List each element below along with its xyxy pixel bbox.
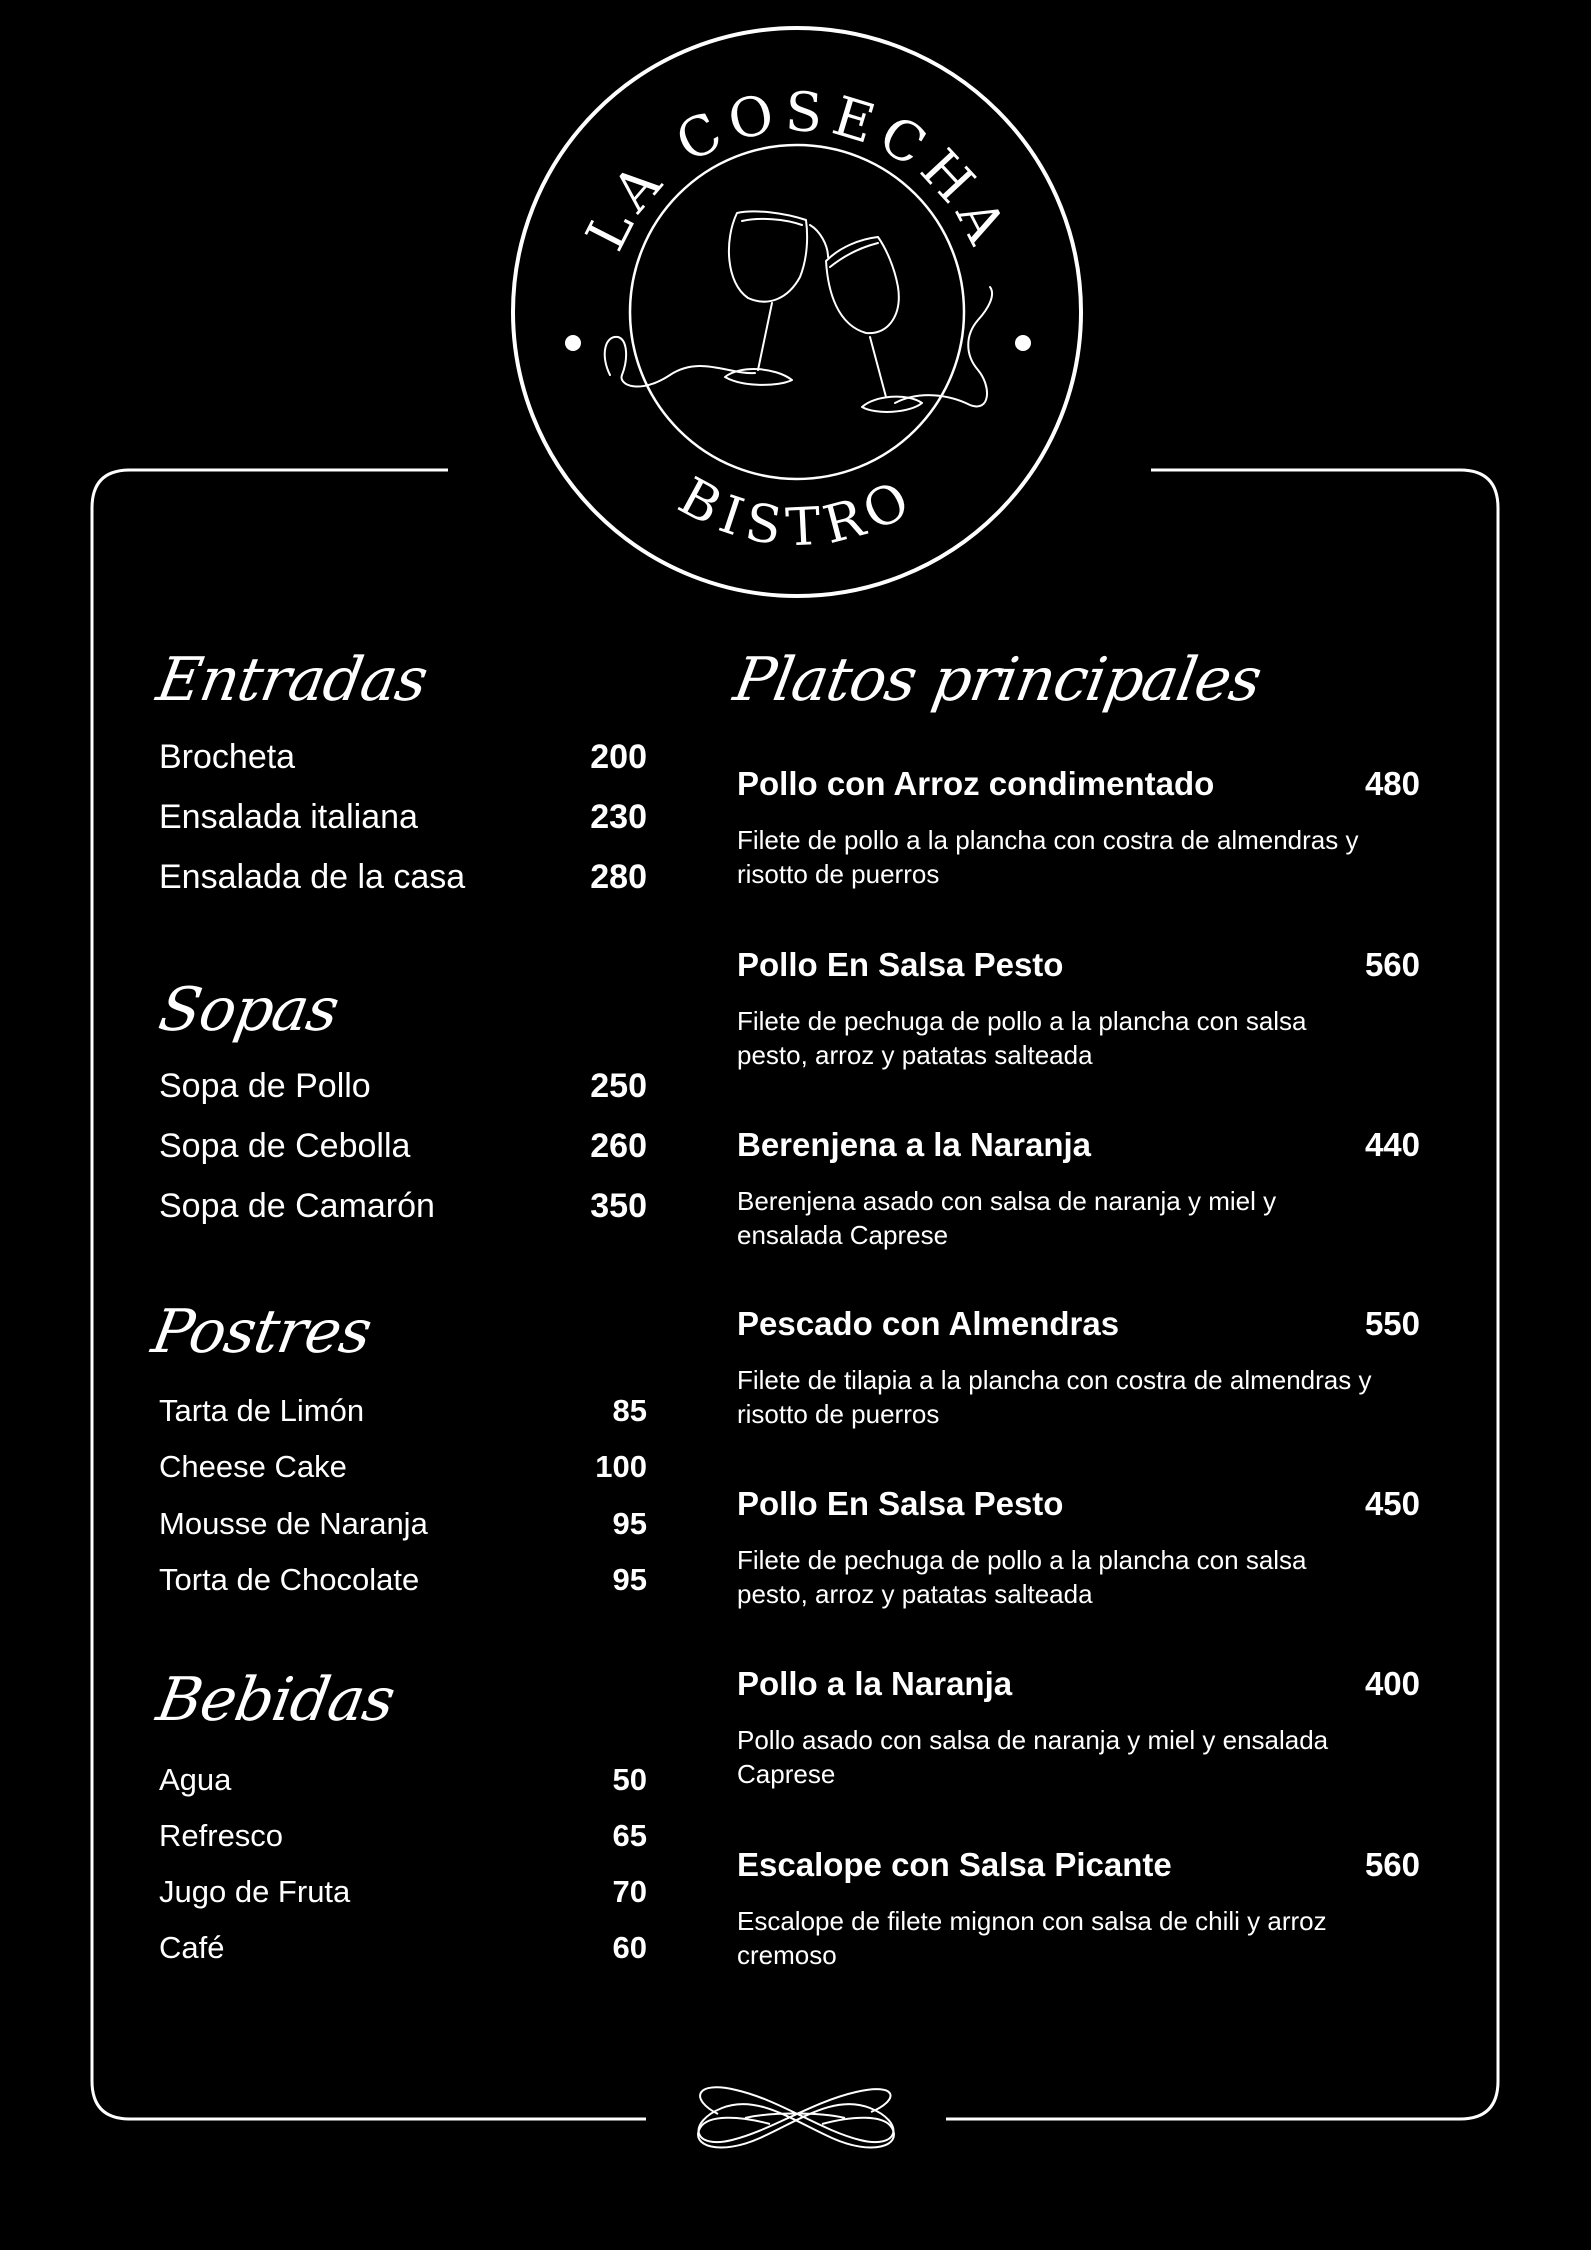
logo-inner-ring: [630, 145, 964, 479]
dish-description: Filete de pechuga de pollo a la plancha con salsa pesto, arroz y patatas salteada: [737, 1545, 1307, 1609]
dish-4: [737, 1305, 1420, 1431]
item-price: 65: [612, 1818, 647, 1853]
item-name: Mousse de Naranja: [159, 1506, 428, 1541]
item-price: 280: [590, 858, 647, 896]
item-name: Refresco: [159, 1818, 284, 1853]
dish-5: [737, 1485, 1420, 1611]
dish-description: Filete de pechuga de pollo a la plancha con salsa pesto, arroz y patatas salteada: [737, 1006, 1307, 1070]
section-title-postres: Postres: [146, 1297, 377, 1367]
dish-name: Pollo En Salsa Pesto: [737, 1485, 1064, 1522]
dish-price: 400: [1364, 1665, 1420, 1702]
menu-item-postres-4: [159, 1562, 647, 1598]
item-name: Brocheta: [159, 738, 296, 776]
dish-price: 440: [1364, 1126, 1420, 1163]
dish-header: [737, 946, 1420, 984]
item-name: Sopa de Camarón: [159, 1187, 435, 1225]
item-name: Agua: [159, 1762, 232, 1797]
item-price: 350: [590, 1187, 647, 1225]
section-title-sopas: Sopas: [153, 975, 344, 1045]
item-price: 100: [595, 1449, 647, 1484]
dish-header: [737, 1485, 1420, 1523]
menu-item-sopas-3: [159, 1187, 647, 1226]
menu-item-bebidas-4: [159, 1930, 647, 1966]
menu-item-postres-1: [159, 1393, 647, 1429]
item-name: Sopa de Cebolla: [159, 1127, 411, 1165]
section-title-bebidas: Bebidas: [151, 1665, 400, 1735]
menu-item-entradas-2: [159, 798, 647, 837]
dish-name: Escalope con Salsa Picante: [737, 1846, 1172, 1883]
item-price: 200: [590, 738, 647, 776]
menu-item-sopas-2: [159, 1127, 647, 1166]
item-price: 260: [590, 1127, 647, 1165]
item-price: 230: [590, 798, 647, 836]
dish-6: [737, 1665, 1420, 1791]
dish-price: 450: [1364, 1485, 1420, 1522]
dish-name: Berenjena a la Naranja: [737, 1126, 1092, 1163]
menu-item-postres-2: [159, 1449, 647, 1485]
bistro-logo: [510, 25, 1085, 600]
item-price: 85: [612, 1393, 647, 1428]
dish-price: 560: [1364, 946, 1420, 983]
dish-price: 550: [1364, 1305, 1420, 1342]
dish-header: [737, 1305, 1420, 1343]
menu-item-bebidas-2: [159, 1818, 647, 1854]
dish-description: Berenjena asado con salsa de naranja y miel y ensalada Caprese: [737, 1186, 1277, 1250]
section-title-platos: Platos principales: [728, 645, 1266, 715]
menu-item-entradas-3: [159, 858, 647, 897]
item-name: Ensalada italiana: [159, 798, 418, 836]
item-price: 95: [612, 1562, 647, 1597]
dish-header: [737, 1846, 1420, 1884]
item-name: Tarta de Limón: [159, 1393, 365, 1428]
dish-description: Escalope de filete mignon con salsa de chili y arroz cremoso: [737, 1906, 1327, 1970]
flourish-ornament-icon: [698, 2087, 894, 2147]
menu-item-bebidas-1: [159, 1762, 647, 1798]
logo-name-top: LA COSECHA: [573, 79, 1022, 260]
dish-name: Pollo con Arroz condimentado: [737, 765, 1215, 802]
item-price: 60: [612, 1930, 647, 1965]
dish-description: Pollo asado con salsa de naranja y miel y ensalada Caprese: [737, 1725, 1329, 1789]
logo-name-bottom: BISTRO: [668, 466, 927, 559]
logo-left-dot: [565, 335, 581, 351]
clinking-wine-glasses-icon: [605, 211, 992, 412]
item-price: 95: [612, 1506, 647, 1541]
dish-header: [737, 1665, 1420, 1703]
item-price: 50: [612, 1762, 647, 1797]
dish-3: [737, 1126, 1420, 1252]
dish-name: Pollo En Salsa Pesto: [737, 946, 1064, 983]
menu-item-bebidas-3: [159, 1874, 647, 1910]
dish-1: [737, 765, 1420, 891]
item-price: 70: [612, 1874, 647, 1909]
menu-item-entradas-1: [159, 738, 647, 777]
item-name: Café: [159, 1930, 225, 1965]
dish-2: [737, 946, 1420, 1072]
item-price: 250: [590, 1067, 647, 1105]
item-name: Torta de Chocolate: [159, 1562, 420, 1597]
dish-name: Pollo a la Naranja: [737, 1665, 1013, 1702]
item-name: Sopa de Pollo: [159, 1067, 371, 1105]
item-name: Jugo de Fruta: [159, 1874, 351, 1909]
logo-right-dot: [1015, 335, 1031, 351]
dish-price: 480: [1364, 765, 1420, 802]
dish-header: [737, 765, 1420, 803]
menu-item-sopas-1: [159, 1067, 647, 1106]
section-title-entradas: Entradas: [151, 645, 433, 715]
dish-description: Filete de pollo a la plancha con costra de almendras y risotto de puerros: [737, 825, 1359, 889]
dish-price: 560: [1364, 1846, 1420, 1883]
dish-name: Pescado con Almendras: [737, 1305, 1120, 1342]
item-name: Ensalada de la casa: [159, 858, 466, 896]
item-name: Cheese Cake: [159, 1449, 347, 1484]
dish-description: Filete de tilapia a la plancha con costra de almendras y risotto de puerros: [737, 1365, 1372, 1429]
menu-item-postres-3: [159, 1506, 647, 1542]
dish-7: [737, 1846, 1420, 1972]
dish-header: [737, 1126, 1420, 1164]
